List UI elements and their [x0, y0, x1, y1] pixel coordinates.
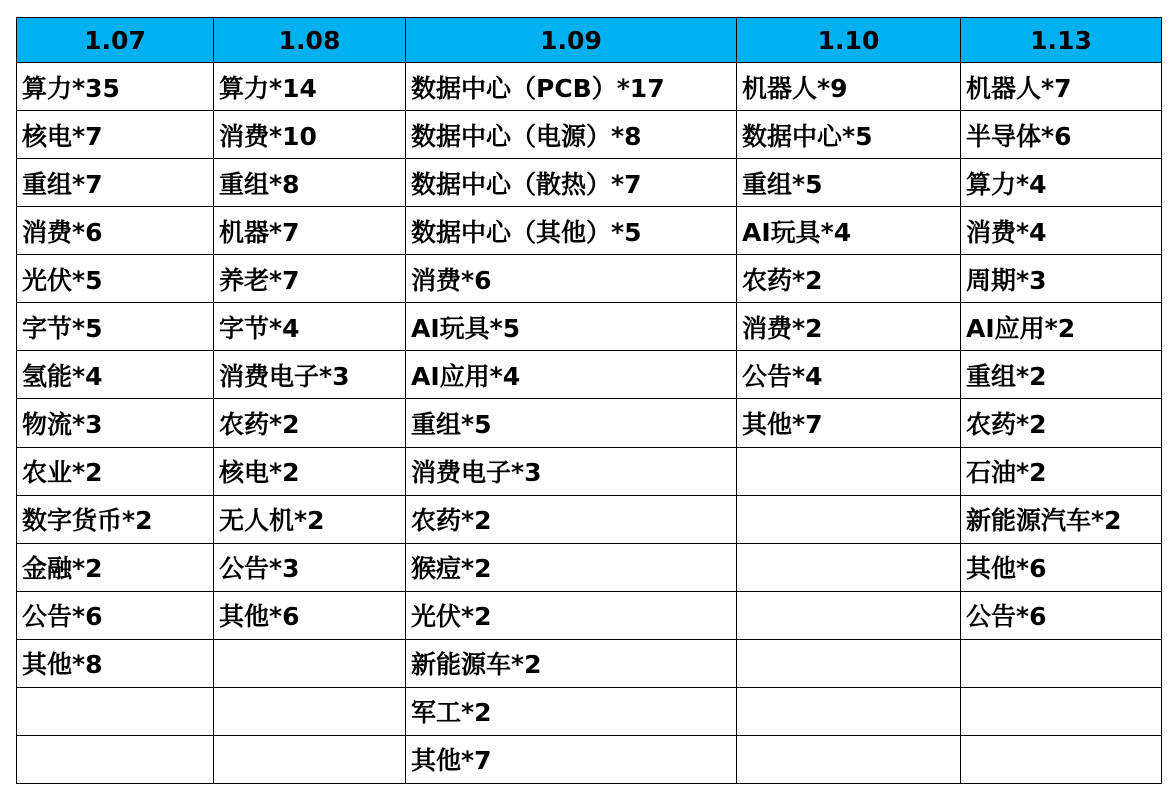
- table-cell: [737, 495, 961, 543]
- table-row: [17, 495, 1162, 543]
- table-row: [17, 687, 1162, 735]
- table-cell: 数据中心*5: [737, 111, 961, 159]
- table-cell: [737, 639, 961, 687]
- table-cell: 核电*2: [214, 447, 406, 495]
- table-row: [17, 735, 1162, 783]
- table-cell: 公告*6: [17, 591, 214, 639]
- table-cell: 其他*7: [737, 399, 961, 447]
- table-cell: 核电*7: [17, 111, 214, 159]
- table-cell: 石油*2: [961, 447, 1162, 495]
- table-cell: [737, 687, 961, 735]
- table-cell: 消费*6: [17, 207, 214, 255]
- table-cell: 数据中心（电源）*8: [406, 111, 737, 159]
- table-row: [17, 63, 1162, 111]
- table-cell: [214, 639, 406, 687]
- table-cell: [961, 639, 1162, 687]
- table-cell: 公告*4: [737, 351, 961, 399]
- table-cell: [214, 687, 406, 735]
- table-cell: 消费*10: [214, 111, 406, 159]
- table-cell: 数据中心（散热）*7: [406, 159, 737, 207]
- table-row: [17, 639, 1162, 687]
- table-row: [17, 255, 1162, 303]
- date-header-2: 1.09: [406, 18, 737, 63]
- table-cell: [961, 687, 1162, 735]
- table-cell: 消费电子*3: [406, 447, 737, 495]
- table-cell: 重组*7: [17, 159, 214, 207]
- table-cell: 周期*3: [961, 255, 1162, 303]
- table-cell: 新能源汽车*2: [961, 495, 1162, 543]
- table-cell: 农药*2: [737, 255, 961, 303]
- table-body: [17, 63, 1162, 784]
- table-row: [17, 303, 1162, 351]
- sector-table: [16, 17, 1162, 784]
- table-cell: 重组*5: [406, 399, 737, 447]
- table-row: [17, 543, 1162, 591]
- table-cell: 农业*2: [17, 447, 214, 495]
- table-cell: 算力*4: [961, 159, 1162, 207]
- table-cell: 光伏*2: [406, 591, 737, 639]
- table-cell: [737, 735, 961, 783]
- table-cell: AI玩具*4: [737, 207, 961, 255]
- date-header-0: 1.07: [17, 18, 214, 63]
- table-cell: 机器*7: [214, 207, 406, 255]
- table-row: [17, 591, 1162, 639]
- table-cell: 其他*7: [406, 735, 737, 783]
- table-cell: 养老*7: [214, 255, 406, 303]
- table-cell: 新能源车*2: [406, 639, 737, 687]
- date-header-1: 1.08: [214, 18, 406, 63]
- table-cell: 公告*6: [961, 591, 1162, 639]
- table-cell: [737, 591, 961, 639]
- table-cell: 算力*14: [214, 63, 406, 111]
- date-header-4: 1.13: [961, 18, 1162, 63]
- table-cell: 重组*5: [737, 159, 961, 207]
- table-cell: 光伏*5: [17, 255, 214, 303]
- table-cell: AI应用*2: [961, 303, 1162, 351]
- table-cell: 农药*2: [961, 399, 1162, 447]
- table-cell: [214, 735, 406, 783]
- table-row: [17, 351, 1162, 399]
- date-header-row: [17, 18, 1162, 63]
- table-cell: 字节*4: [214, 303, 406, 351]
- table-cell: 无人机*2: [214, 495, 406, 543]
- table-cell: 消费*6: [406, 255, 737, 303]
- table-cell: 数字货币*2: [17, 495, 214, 543]
- table-cell: 军工*2: [406, 687, 737, 735]
- table-cell: 农药*2: [406, 495, 737, 543]
- table-row: [17, 111, 1162, 159]
- table-cell: AI应用*4: [406, 351, 737, 399]
- table-cell: 重组*2: [961, 351, 1162, 399]
- table-row: [17, 159, 1162, 207]
- table-cell: 机器人*9: [737, 63, 961, 111]
- table-cell: 公告*3: [214, 543, 406, 591]
- table-cell: 算力*35: [17, 63, 214, 111]
- table-cell: 农药*2: [214, 399, 406, 447]
- table-row: [17, 399, 1162, 447]
- sector-table-container: [16, 17, 1161, 784]
- table-cell: 重组*8: [214, 159, 406, 207]
- table-cell: 物流*3: [17, 399, 214, 447]
- table-cell: 其他*8: [17, 639, 214, 687]
- table-cell: 猴痘*2: [406, 543, 737, 591]
- table-row: [17, 447, 1162, 495]
- table-cell: [17, 735, 214, 783]
- table-cell: 数据中心（PCB）*17: [406, 63, 737, 111]
- table-cell: 数据中心（其他）*5: [406, 207, 737, 255]
- table-cell: [961, 735, 1162, 783]
- table-cell: [17, 687, 214, 735]
- table-cell: 半导体*6: [961, 111, 1162, 159]
- date-header-3: 1.10: [737, 18, 961, 63]
- table-cell: 消费电子*3: [214, 351, 406, 399]
- table-cell: 消费*4: [961, 207, 1162, 255]
- table-cell: 字节*5: [17, 303, 214, 351]
- table-row: [17, 207, 1162, 255]
- table-cell: [737, 543, 961, 591]
- table-cell: 金融*2: [17, 543, 214, 591]
- table-cell: 其他*6: [214, 591, 406, 639]
- table-cell: 消费*2: [737, 303, 961, 351]
- table-cell: 氢能*4: [17, 351, 214, 399]
- table-cell: 其他*6: [961, 543, 1162, 591]
- table-cell: AI玩具*5: [406, 303, 737, 351]
- table-cell: 机器人*7: [961, 63, 1162, 111]
- table-cell: [737, 447, 961, 495]
